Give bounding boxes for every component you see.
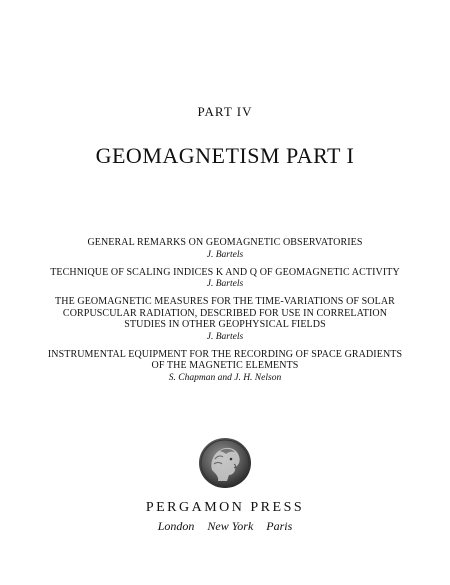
contents-entry <box>40 237 410 261</box>
entry-title <box>40 349 410 372</box>
entry-title-line: GENERAL REMARKS ON GEOMAGNETIC OBSERVATORIES <box>87 237 363 248</box>
contents-entry <box>40 349 410 384</box>
entry-title-line: STUDIES IN OTHER GEOPHYSICAL FIELDS <box>124 319 326 330</box>
publisher-name: PERGAMON PRESS <box>145 500 305 515</box>
entry-title-line: OF THE MAGNETIC ELEMENTS <box>151 360 299 371</box>
volume-title: GEOMAGNETISM PART I <box>95 143 355 168</box>
city: Paris <box>266 519 293 533</box>
entry-author: J. Bartels <box>206 279 244 289</box>
city: London <box>157 519 195 533</box>
entry-title <box>40 267 410 279</box>
entry-author: J. Bartels <box>206 249 244 260</box>
city: New York <box>207 519 254 533</box>
contents-list <box>40 237 410 390</box>
entry-title-line: CORPUSCULAR RADIATION, DESCRIBED FOR USE IN CORRELATION <box>62 307 388 319</box>
entry-title-line: INSTRUMENTAL EQUIPMENT FOR THE RECORDING OF SPACE GRADIENTS <box>47 348 403 360</box>
entry-title <box>40 296 410 331</box>
contents-entry <box>40 267 410 291</box>
publisher-cities <box>0 519 450 534</box>
entry-author: S. Chapman and J. H. Nelson <box>168 372 282 383</box>
coin-head-emblem-icon <box>198 437 252 489</box>
part-label: PART IV <box>197 104 253 119</box>
entry-title <box>40 237 410 249</box>
contents-entry <box>40 296 410 343</box>
entry-author: J. Bartels <box>206 331 244 342</box>
entry-title-line: TECHNIQUE OF SCALING INDICES K AND Q OF GEOMAGNETIC ACTIVITY <box>50 266 400 278</box>
entry-title-line: THE GEOMAGNETIC MEASURES FOR THE TIME-VARIATIONS OF SOLAR <box>55 296 395 307</box>
